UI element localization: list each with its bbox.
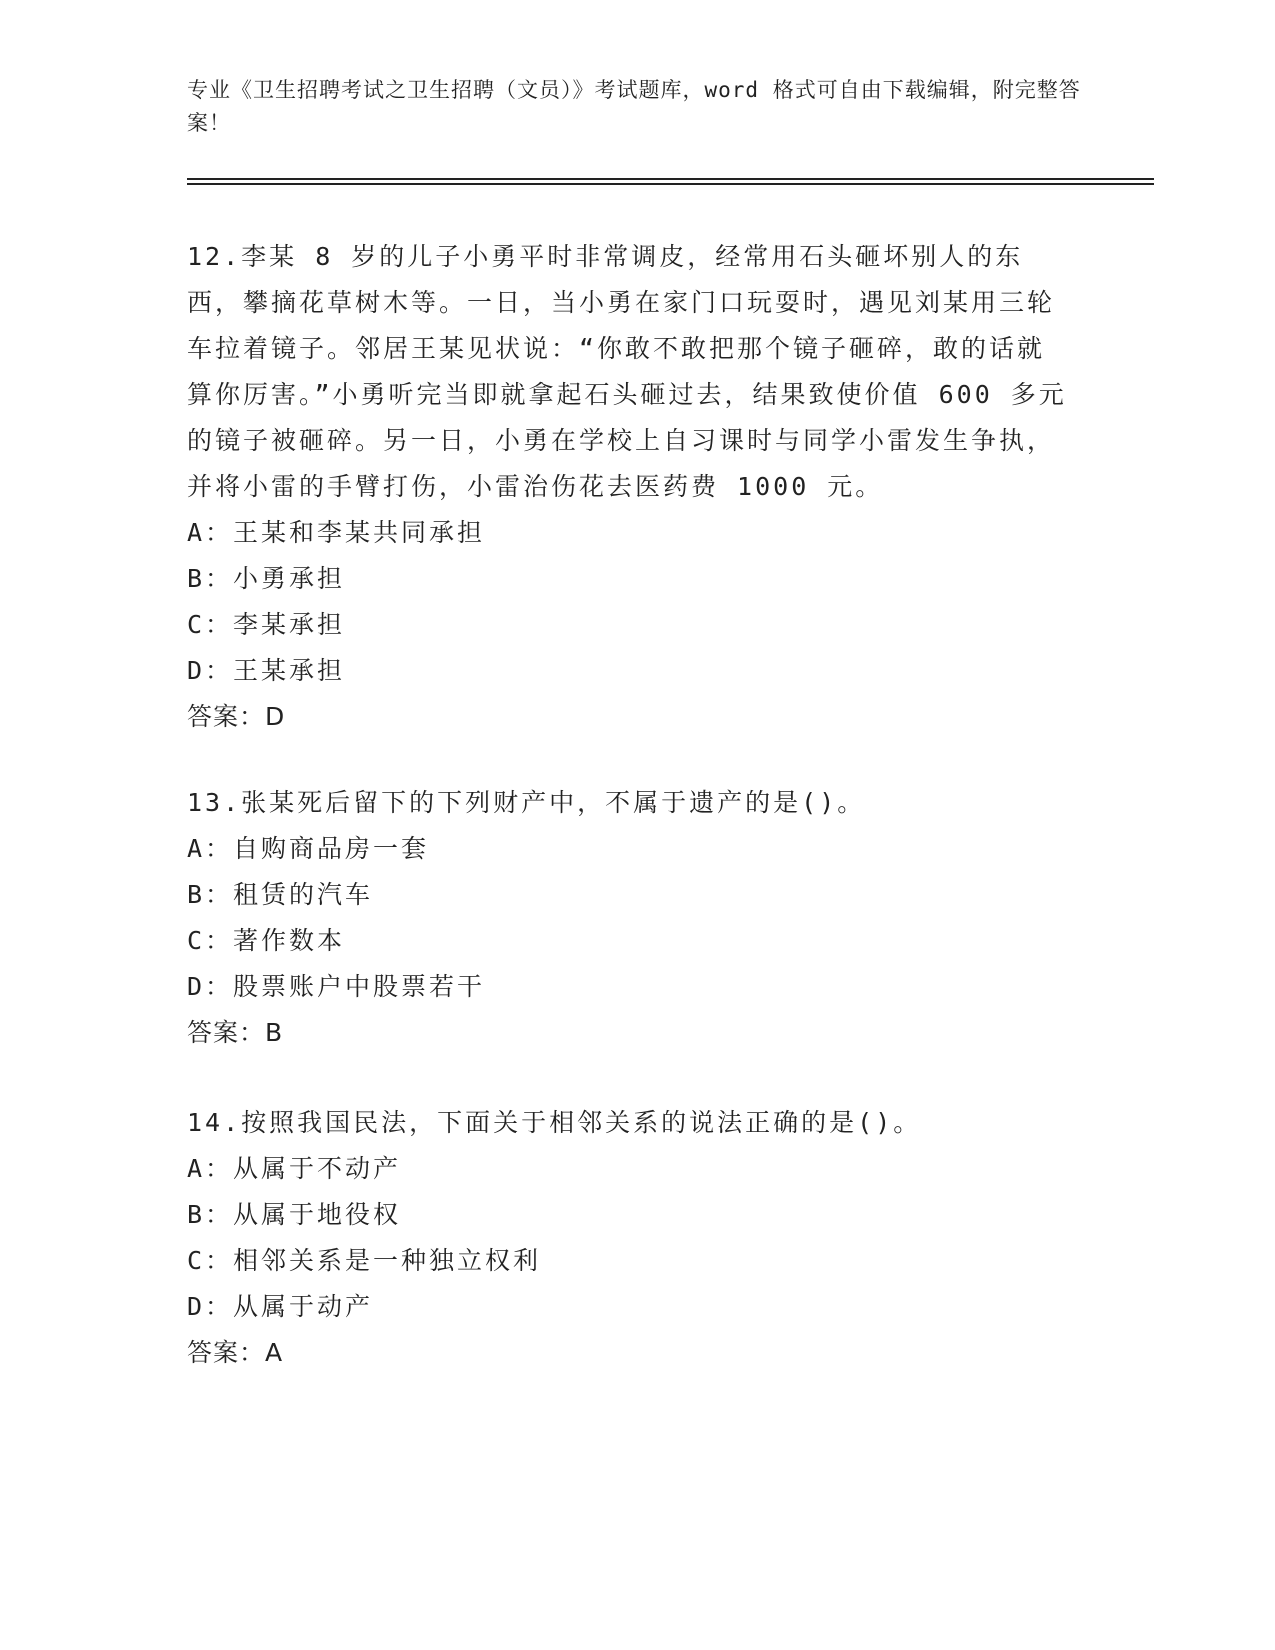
option-d: D：股票账户中股票若干 [187,972,486,1001]
option-d: D：王某承担 [187,656,346,685]
answer: 答案：A [187,1338,284,1367]
question-13 [187,780,1067,1056]
option-a: A：王某和李某共同承担 [187,518,486,547]
option-b: B：从属于地役权 [187,1200,402,1229]
header-divider-top [187,178,1154,180]
option-b: B：小勇承担 [187,564,346,593]
question-stem: 12.李某 8 岁的儿子小勇平时非常调皮，经常用石头砸坏别人的东西，攀摘花草树木等。一日，当小勇在家门口玩耍时，遇见刘某用三轮车拉着镜子。邻居王某见状说：“你敢不敢把那个镜子砸碎，敢的话就算你厉害。”小勇听完当即就拿起石头砸过去，结果致使价值 600 多元的镜子被砸碎。另一日，小勇在学校上自习课时与同学小雷发生争执，并将小雷的手臂打伤，小雷治伤花去医药费 1000 元。 [187,242,1067,501]
question-stem: 13.张某死后留下的下列财产中，不属于遗产的是()。 [187,788,866,817]
question-12 [187,234,1067,740]
option-c: C：李某承担 [187,610,346,639]
document-header: 专业《卫生招聘考试之卫生招聘（文员）》考试题库，word 格式可自由下载编辑，附完整答案！ [187,78,1081,135]
option-d: D：从属于动产 [187,1292,374,1321]
option-a: A：从属于不动产 [187,1154,402,1183]
option-c: C：相邻关系是一种独立权利 [187,1246,542,1275]
answer: 答案：D [187,702,286,731]
option-b: B：租赁的汽车 [187,880,374,909]
option-a: A：自购商品房一套 [187,834,430,863]
answer: 答案：B [187,1018,284,1047]
question-stem: 14.按照我国民法，下面关于相邻关系的说法正确的是()。 [187,1108,922,1137]
option-c: C：著作数本 [187,926,346,955]
header-divider-bottom [187,183,1154,185]
question-14 [187,1100,1067,1376]
